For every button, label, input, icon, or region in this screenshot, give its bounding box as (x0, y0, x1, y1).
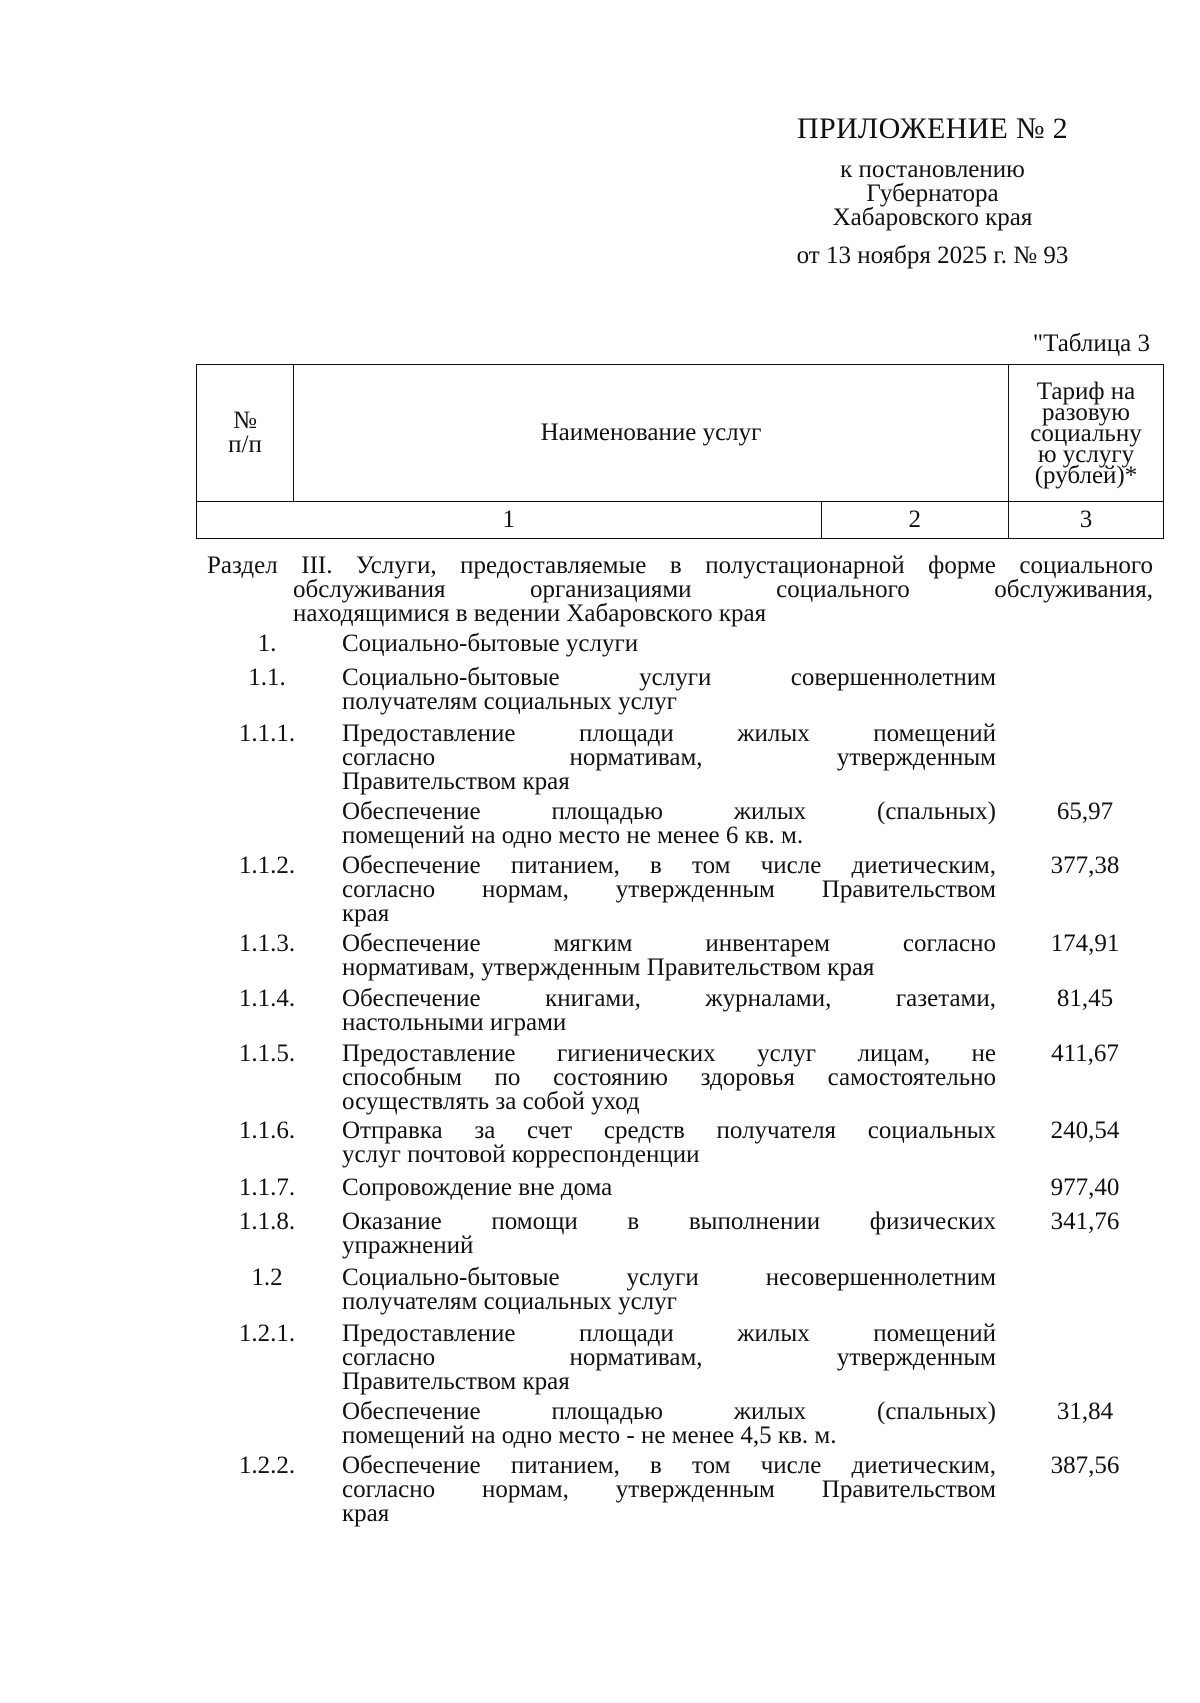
service-tariff: 387,56 (1050, 1452, 1120, 1479)
service-name (342, 854, 996, 926)
service-name-line: получателям социальных услуг (342, 1288, 677, 1315)
column-number-3: 3 (1009, 502, 1164, 539)
service-name-line: Социально-бытовые услуги совершеннолетним (342, 664, 996, 691)
service-name-line: Правительством края (342, 1368, 570, 1395)
service-name (342, 666, 996, 714)
service-name (342, 1400, 996, 1448)
service-name-line: Обеспечение питанием, в том числе диетическим, (342, 1452, 996, 1479)
service-name-line: согласно нормам, утвержденным Правительством (342, 1476, 996, 1503)
column-header-tariff-line: Тариф на (1036, 377, 1136, 405)
service-tariff: 65,97 (1056, 798, 1114, 825)
service-number: 1.1. (248, 664, 286, 691)
service-name (342, 1266, 996, 1314)
service-name-line: помещений на одно место не менее 6 кв. м. (342, 822, 804, 849)
section-title-line: обслуживания организациями социального обслуживания, (293, 576, 1153, 603)
service-name-line: Сопровождение вне дома (342, 1174, 613, 1201)
appendix-subline-1: к постановлению (840, 156, 1025, 183)
service-number: 1.2.2. (238, 1452, 296, 1479)
service-tariff: 341,76 (1050, 1208, 1120, 1235)
column-header-number (197, 365, 294, 502)
service-name (342, 632, 996, 656)
service-name-line: Оказание помощи в выполнении физических (342, 1208, 996, 1235)
service-name (342, 722, 996, 794)
service-name-line: Социально-бытовые услуги несовершеннолетним (342, 1264, 996, 1291)
service-name (342, 932, 996, 980)
service-name-line: Правительством края (342, 768, 570, 795)
service-tariff: 81,45 (1056, 985, 1114, 1012)
service-number: 1.1.4. (238, 985, 296, 1012)
service-name-line: края (342, 1500, 390, 1527)
service-name-line: Социально-бытовые услуги (342, 630, 639, 657)
service-name (342, 1119, 996, 1167)
column-header-tariff-line: ю услугу (1037, 440, 1135, 468)
service-name-line: Обеспечение книгами, журналами, газетами, (342, 985, 996, 1012)
appendix-subline-2: Губернатора (866, 180, 999, 207)
service-name (342, 1454, 996, 1526)
service-name-line: края (342, 900, 390, 927)
column-header-number-line: № (233, 407, 257, 434)
service-name-line: Предоставление площади жилых помещений (342, 720, 996, 747)
column-header-tariff-line: социальну (1030, 419, 1142, 447)
service-name-line: услуг почтовой корреспонденции (342, 1141, 700, 1168)
service-number: 1.2.1. (238, 1320, 296, 1347)
service-name (342, 1322, 996, 1394)
service-number: 1.1.5. (238, 1040, 296, 1067)
table-header (196, 364, 1164, 539)
section-title-line: Раздел III. Услуги, предоставляемые в полустационарной форме социального (207, 552, 1153, 579)
service-name-line: нормативам, утвержденным Правительством края (342, 954, 875, 981)
service-name-line: Обеспечение площадью жилых (спальных) (342, 798, 996, 825)
service-name (342, 800, 996, 848)
service-name-line: Обеспечение питанием, в том числе диетическим, (342, 852, 996, 879)
service-name-line: способным по состоянию здоровья самостоятельно (342, 1064, 996, 1091)
service-tariff: 377,38 (1050, 852, 1120, 879)
service-tariff: 31,84 (1056, 1398, 1114, 1425)
service-name-line: получателям социальных услуг (342, 688, 677, 715)
service-name (342, 1042, 996, 1114)
appendix-subline-3: Хабаровского края (832, 204, 1033, 231)
service-name-line: Обеспечение мягким инвентарем согласно (342, 930, 996, 957)
section-title-line: находящимися в ведении Хабаровского края (293, 600, 767, 627)
column-header-tariff-line: (рублей)* (1034, 461, 1138, 489)
column-header-tariff (1009, 365, 1164, 502)
service-name-line: настольными играми (342, 1009, 567, 1036)
service-name-line: Обеспечение площадью жилых (спальных) (342, 1398, 996, 1425)
service-number: 1.1.2. (238, 852, 296, 879)
column-header-tariff-line: разовую (1042, 398, 1130, 426)
service-name (342, 987, 996, 1035)
column-number-1: 1 (197, 502, 822, 539)
service-name-line: осуществлять за собой уход (342, 1088, 640, 1115)
column-number-2: 2 (821, 502, 1008, 539)
service-name-line: упражнений (342, 1232, 474, 1259)
service-number: 1.2 (251, 1264, 283, 1291)
column-header-name: Наименование услуг (294, 365, 1009, 502)
service-name-line: согласно нормативам, утвержденным (342, 1344, 996, 1371)
service-tariff: 411,67 (1051, 1040, 1119, 1067)
service-name-line: Предоставление площади жилых помещений (342, 1320, 996, 1347)
service-number: 1.1.6. (238, 1117, 296, 1144)
service-name-line: помещений на одно место - не менее 4,5 кв. м. (342, 1422, 837, 1449)
service-name-line: согласно нормам, утвержденным Правительством (342, 876, 996, 903)
service-tariff: 174,91 (1050, 930, 1120, 957)
service-name-line: Предоставление гигиенических услуг лицам, не (342, 1040, 996, 1067)
column-numbering-row (197, 502, 1164, 539)
service-tariff: 977,40 (1050, 1174, 1120, 1201)
service-number: 1.1.1. (238, 720, 296, 747)
service-name-line: согласно нормативам, утвержденным (342, 744, 996, 771)
section-title (207, 554, 1153, 626)
service-number: 1.1.3. (238, 930, 296, 957)
service-number: 1. (257, 630, 277, 657)
appendix-title: ПРИЛОЖЕНИЕ № 2 (797, 112, 1068, 145)
decree-date-line: от 13 ноября 2025 г. № 93 (796, 242, 1069, 269)
table-caption: "Таблица 3 (1032, 330, 1150, 357)
service-name (342, 1176, 996, 1200)
column-header-number-line: п/п (228, 431, 262, 458)
service-name (342, 1210, 996, 1258)
service-name-line: Отправка за счет средств получателя социальных (342, 1117, 996, 1144)
service-number: 1.1.8. (238, 1208, 296, 1235)
service-number: 1.1.7. (238, 1174, 296, 1201)
service-tariff: 240,54 (1050, 1117, 1120, 1144)
